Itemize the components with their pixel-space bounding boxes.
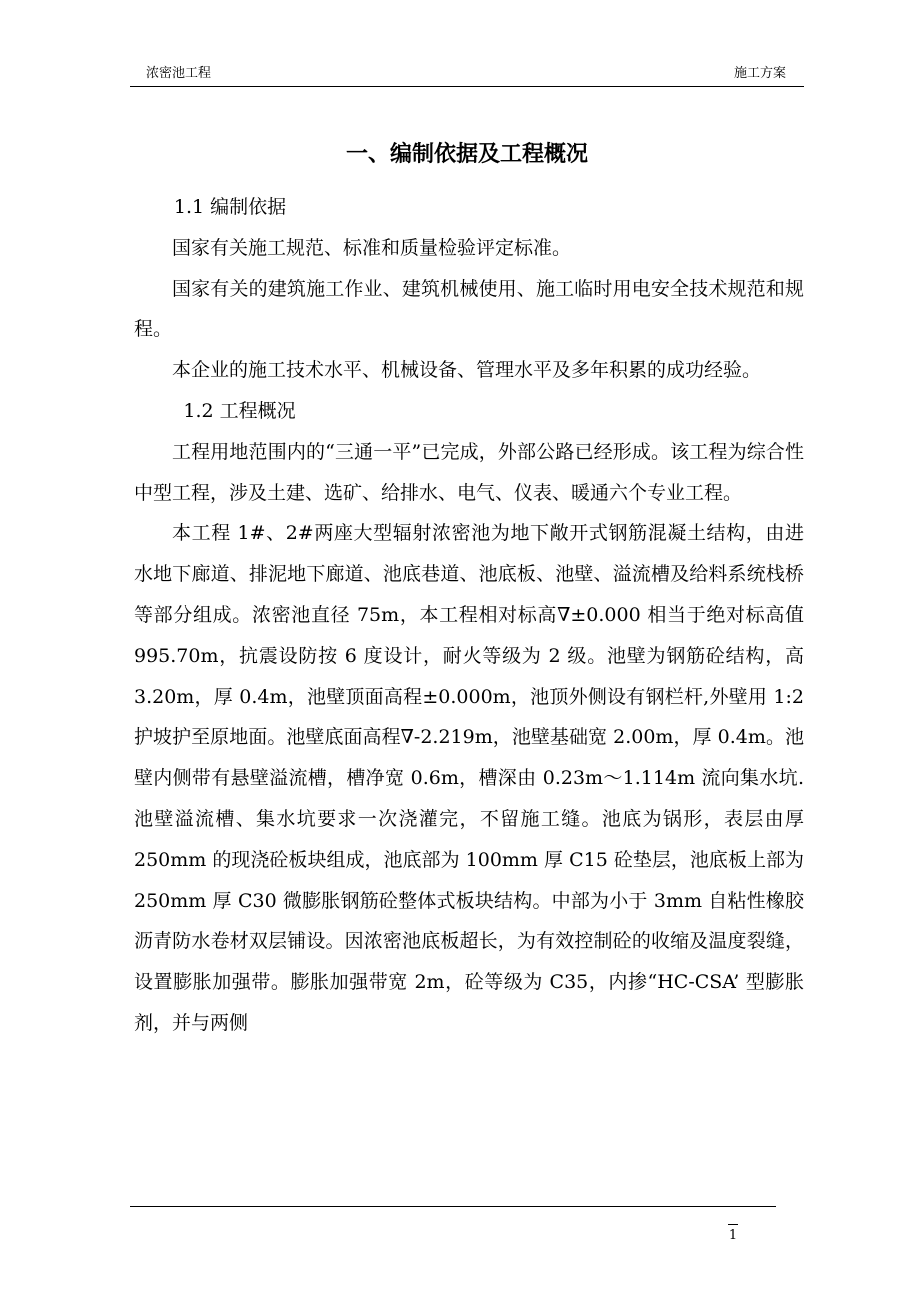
section-heading-basis: 1.1 编制依据	[173, 196, 287, 218]
overview-paragraph-site: 工程用地范围内的“三通一平”已完成，外部公路已经形成。该工程为综合性中型工程，涉及土建、选矿、给排水、电气、仪表、暖通六个专业工程。	[134, 440, 804, 504]
page-header	[130, 62, 804, 87]
basis-paragraph-standards: 国家有关施工规范、标准和质量检验评定标准。	[172, 236, 572, 259]
header-project-name: 浓密池工程	[146, 66, 212, 81]
section-heading-overview: 1.2 工程概况	[183, 399, 296, 422]
document-title: 一、编制依据及工程概况	[345, 142, 588, 167]
page-number-mark	[728, 1224, 738, 1225]
basis-paragraph-safety: 国家有关的建筑施工作业、建筑机械使用、施工临时用电安全技术规范和规程。	[134, 277, 804, 341]
overview-paragraph-structure: 本工程 1#、2#两座大型辐射浓密池为地下敞开式钢筋混凝土结构，由进水地下廊道、排泥地下廊道、池底巷道、池底板、池壁、溢流槽及给料系统栈桥等部分组成。浓密池直径 75m，本工程相对标高∇±0.000 相当于绝对标高值 995.70m，抗震设防按 6 度设计，耐火等级为 2 级。池壁为钢筋砼结构，高 3.20m，厚 0.4m，池壁顶面高程±0.000m，池顶外侧设有钢栏杆,外壁用 1:2 护坡护至原地面。池壁底面高程∇-2.219m，池壁基础宽 2.00m，厚 0.4m。池壁内侧带有悬壁溢流槽，槽净宽 0.6m，槽深由 0.23m～1.114m 流向集水坑. 池壁溢流槽、集水坑要求一次浇灌完，不留施工缝。池底为锅形，表层由厚 250mm 的现浇砼板块组成，池底部为 100mm 厚 C15 砼垫层，池底板上部为 250mm 厚 C30 微膨胀钢筋砼整体式板块结构。中部为小于 3mm 自粘性橡胶沥青防水卷材双层铺设。因浓密池底板超长，为有效控制砼的收缩及温度裂缝，设置膨胀加强带。膨胀加强带宽 2m，砼等级为 C35，内掺“HC-CSA’ 型膨胀剂，并与两侧	[134, 522, 804, 1034]
document-body	[134, 187, 804, 1044]
footer-divider	[130, 1206, 776, 1207]
header-document-type: 施工方案	[733, 66, 786, 81]
page-number: 1	[728, 1228, 738, 1243]
basis-paragraph-company: 本企业的施工技术水平、机械设备、管理水平及多年积累的成功经验。	[172, 359, 762, 382]
